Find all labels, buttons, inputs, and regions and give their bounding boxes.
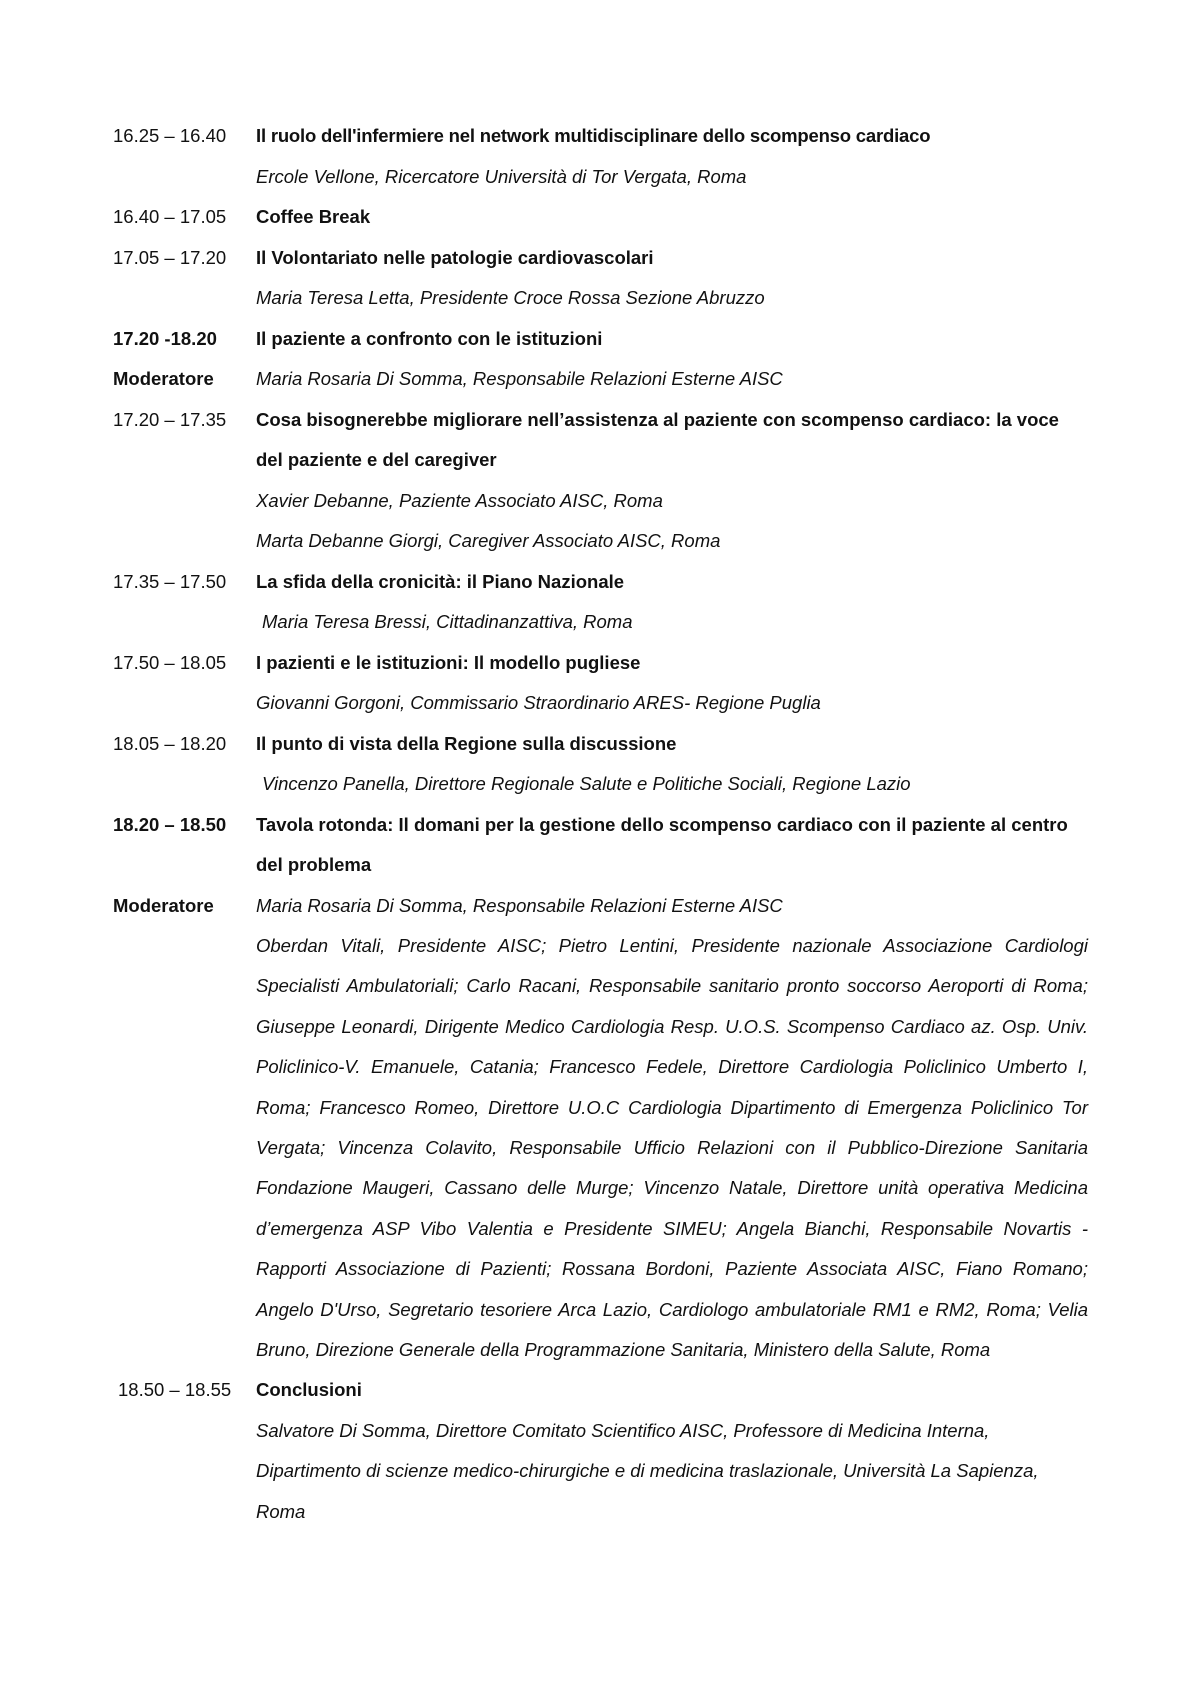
moderator-name: Maria Rosaria Di Somma, Responsabile Relazioni Esterne AISC (256, 894, 783, 916)
program-entry (113, 238, 1088, 319)
session-title: Cosa bisognerebbe migliorare nell’assistenza al paziente con scompenso cardiaco: la voce del paziente e del caregiver (256, 408, 1059, 470)
session-time: 18.20 – 18.50 (113, 813, 227, 835)
session-time: 17.20 -18.20 (113, 327, 217, 349)
session-title: La sfida della cronicità: il Piano Nazionale (256, 570, 625, 592)
program-entry (113, 1370, 1088, 1532)
speaker: Ercole Vellone, Ricercatore Università di Tor Vergata, Roma (256, 165, 747, 187)
program-list (113, 116, 1088, 1532)
session-time: 18.05 – 18.20 (113, 732, 227, 754)
speaker: Marta Debanne Giorgi, Caregiver Associato AISC, Roma (256, 530, 721, 551)
program-entry (113, 724, 1088, 805)
program-entry (113, 197, 1088, 238)
session-title: Tavola rotonda: Il domani per la gestione dello scompenso cardiaco con il paziente al centro del problema (256, 813, 1068, 875)
moderator-label: Moderatore (113, 894, 214, 916)
moderator-entry (113, 886, 1088, 1371)
program-entry (113, 562, 1088, 643)
session-title: Il paziente a confronto con le istituzioni (256, 327, 603, 349)
program-entry (113, 116, 1088, 197)
program-entry (113, 643, 1088, 724)
session-time: 18.50 – 18.55 (118, 1379, 232, 1401)
speaker: Giovanni Gorgoni, Commissario Straordinario ARES- Regione Puglia (256, 692, 821, 713)
moderator-entry (113, 359, 1088, 400)
session-title: Il punto di vista della Regione sulla discussione (256, 732, 677, 754)
speaker: Xavier Debanne, Paziente Associato AISC, Roma (256, 489, 663, 511)
speaker: Salvatore Di Somma, Direttore Comitato Scientifico AISC, Professore di Medicina Interna, Dipartimento di scienze medico-chirurgiche e di medicina traslazionale, Università La Sapienza, Roma (256, 1419, 1039, 1522)
session-time: 17.35 – 17.50 (113, 570, 227, 592)
speaker: Maria Teresa Bressi, Cittadinanzattiva, Roma (262, 611, 633, 632)
program-entry (113, 805, 1088, 886)
session-title: Il Volontariato nelle patologie cardiovascolari (256, 246, 654, 268)
session-title: Coffee Break (256, 206, 371, 227)
panel-participants: Oberdan Vitali, Presidente AISC; Pietro Lentini, Presidente nazionale Associazione Cardiologi Specialisti Ambulatoriali; Carlo Racani, Responsabile sanitario pronto soccorso Aeroporti di Roma; Giuseppe Leonardi, Dirigente Medico Cardiologia Resp. U.O.S. Scompenso Cardiaco az. Osp. Univ. Policlinico-V. Emanuele, Catania; Francesco Fedele, Direttore Cardiologia Policlinico Umberto I, Roma; Francesco Romeo, Direttore U.O.C Cardiologia Dipartimento di Emergenza Policlinico Tor Vergata; Vincenza Colavito, Responsabile Ufficio Relazioni con il Pubblico-Direzione Sanitaria Fondazione Maugeri, Cassano delle Murge; Vincenzo Natale, Direttore unità operativa Medicina d’emergenza ASP Vibo Valentia e Presidente SIMEU; Angela Bianchi, Responsabile Novartis - Rapporti Associazione di Pazienti; Rossana Bordoni, Paziente Associata AISC, Fiano Romano; Angelo D'Urso, Segretario tesoriere Arca Lazio, Cardiologo ambulatoriale RM1 e RM2, Roma; Velia Bruno, Direzione Generale della Programmazione Sanitaria, Ministero della Salute, Roma (256, 935, 1088, 1361)
session-title: Conclusioni (256, 1379, 362, 1401)
session-time: 17.20 – 17.35 (113, 408, 227, 430)
program-entry (113, 400, 1088, 562)
moderator-name: Maria Rosaria Di Somma, Responsabile Relazioni Esterne AISC (256, 368, 783, 389)
speaker: Vincenzo Panella, Direttore Regionale Salute e Politiche Sociali, Regione Lazio (262, 773, 911, 794)
session-title: I pazienti e le istituzioni: Il modello pugliese (256, 651, 641, 673)
session-time: 17.05 – 17.20 (113, 246, 227, 268)
session-time: 16.40 – 17.05 (113, 206, 227, 227)
speaker: Maria Teresa Letta, Presidente Croce Rossa Sezione Abruzzo (256, 287, 765, 308)
session-time: 16.25 – 16.40 (113, 125, 227, 146)
program-entry (113, 319, 1088, 360)
session-time: 17.50 – 18.05 (113, 651, 227, 673)
session-title: Il ruolo dell'infermiere nel network multidisciplinare dello scompenso cardiaco (256, 125, 931, 146)
moderator-label: Moderatore (113, 368, 214, 389)
